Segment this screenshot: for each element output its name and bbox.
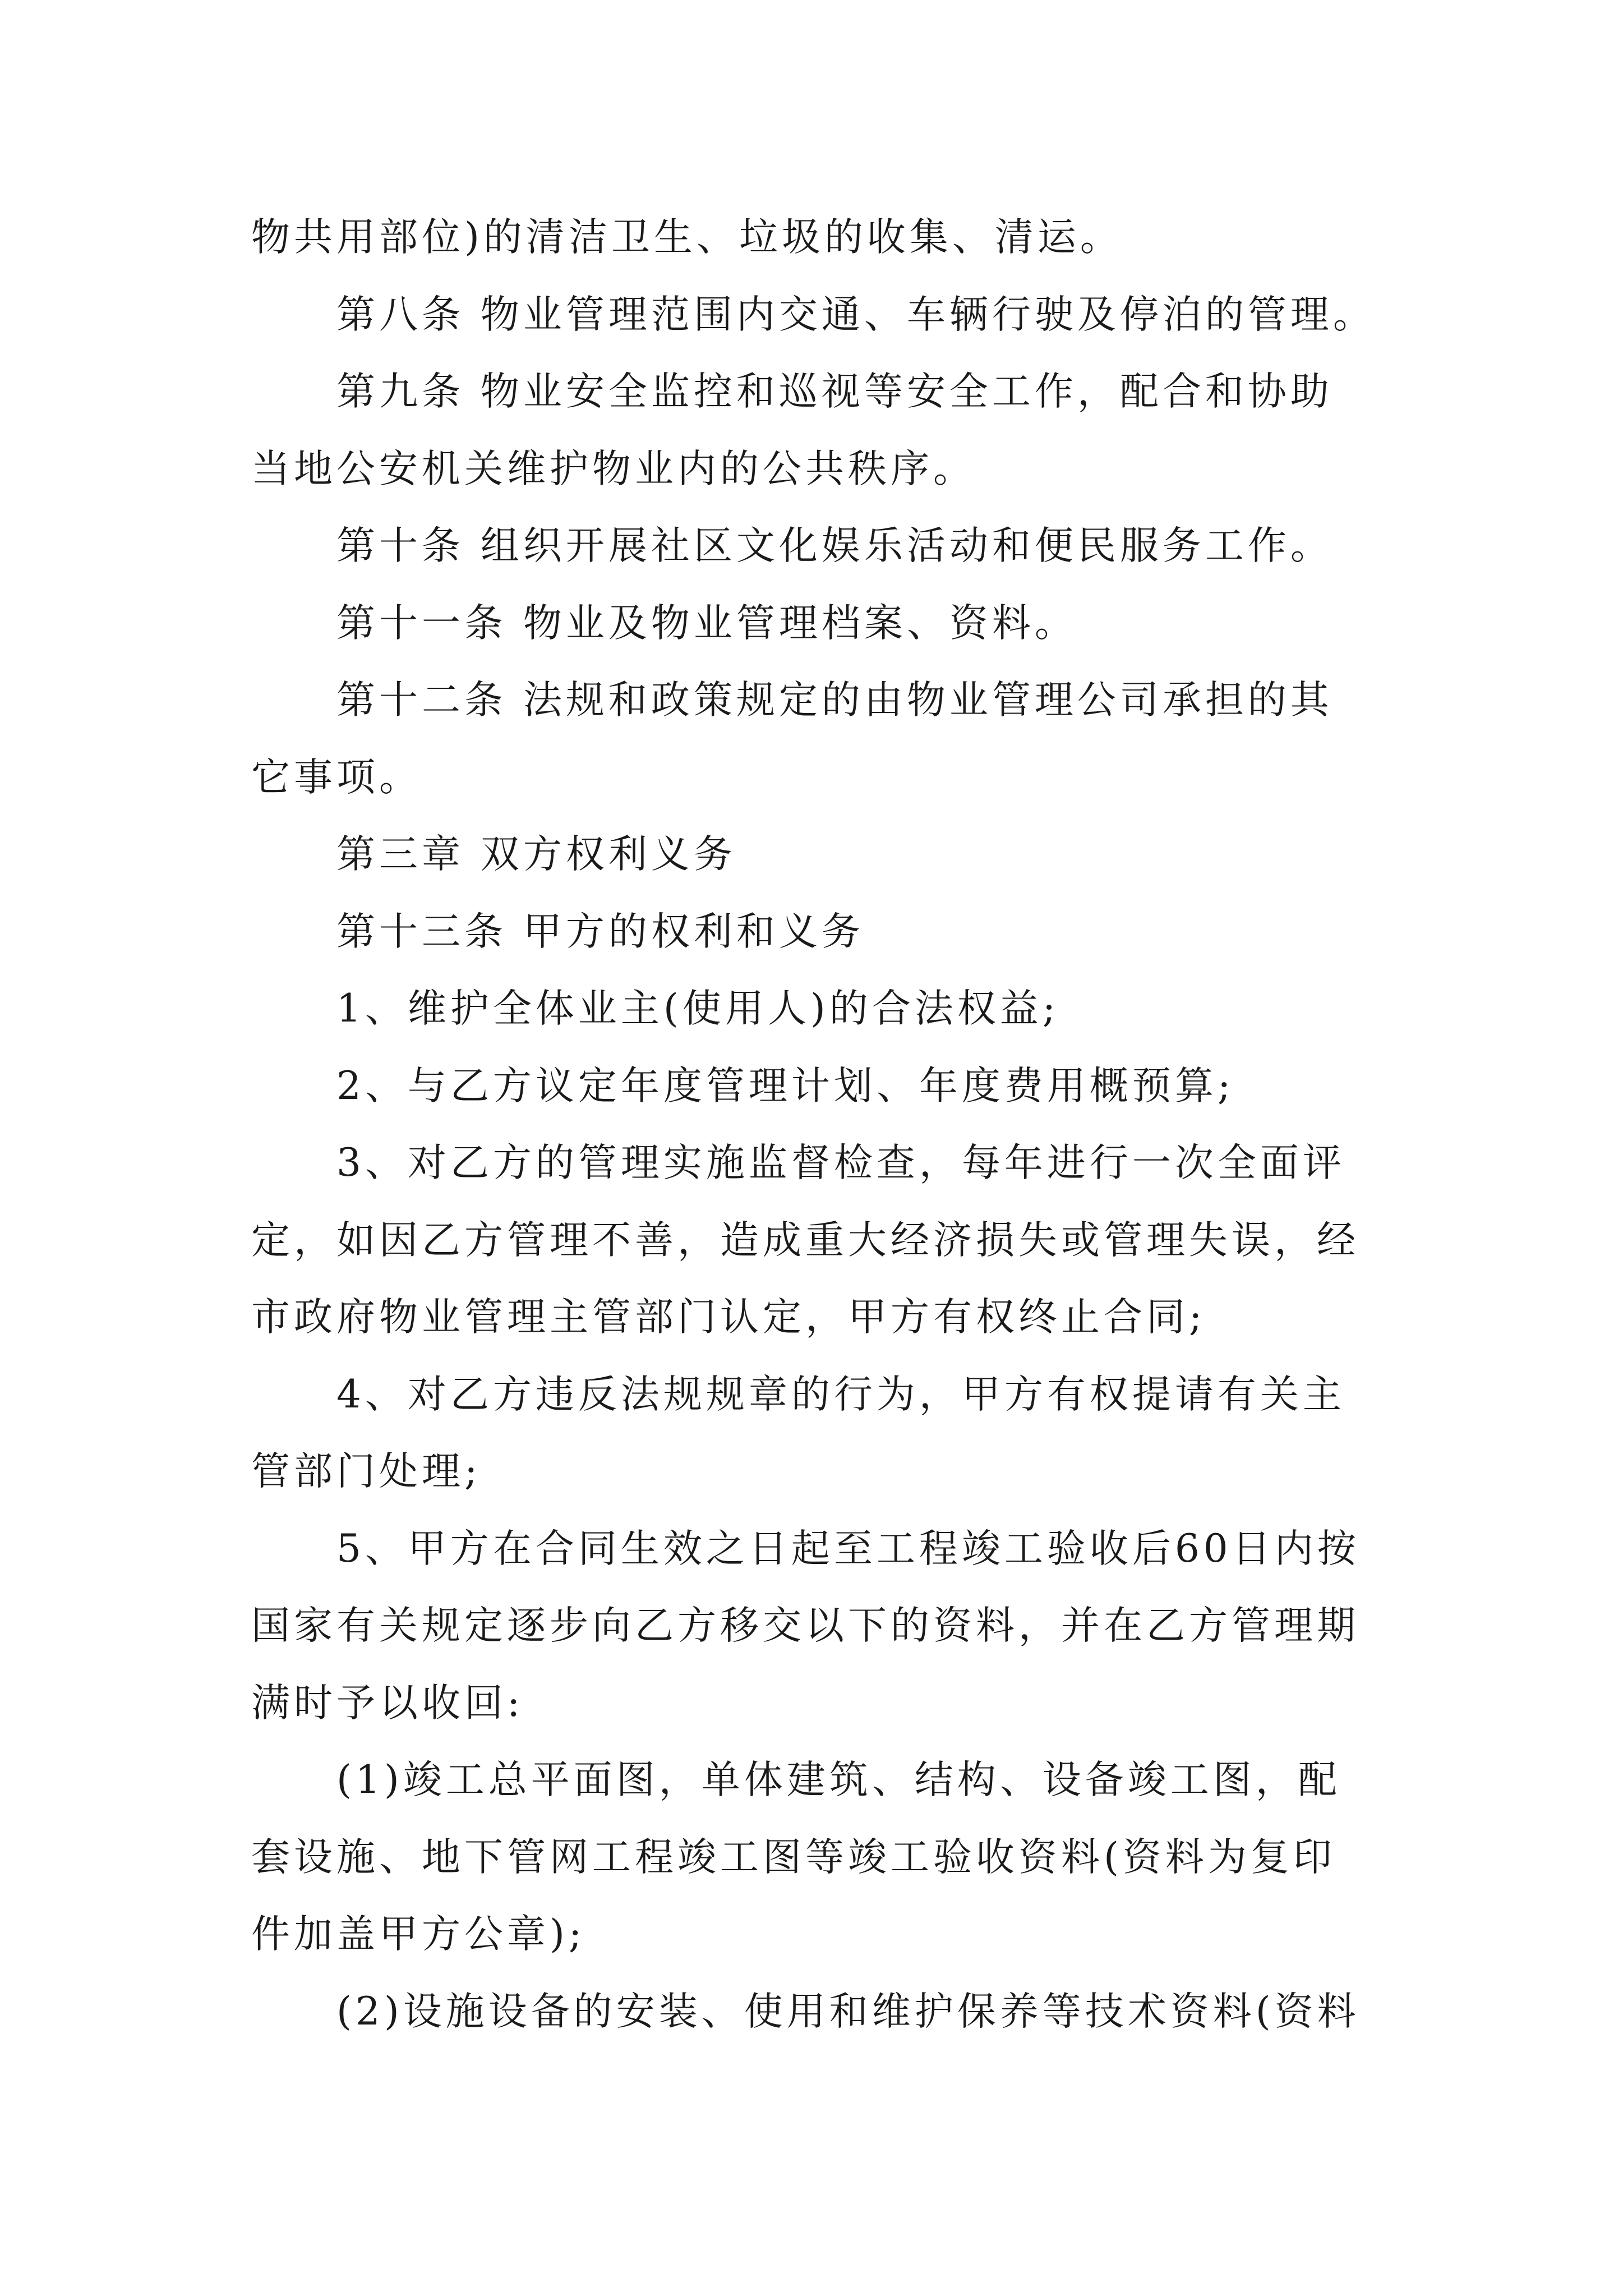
subitem-2 [251, 1973, 1435, 2051]
text-line: 第十三条 甲方的权利和义务 [336, 909, 864, 954]
article-9 [251, 353, 1435, 508]
item-5 [251, 1511, 1435, 1742]
text-line: 第十条 组织开展社区文化娱乐活动和便民服务工作。 [336, 523, 1333, 568]
text-line: 件加盖甲方公章); [251, 1912, 586, 1957]
text-line: (1)竣工总平面图，单体建筑、结构、设备竣工图，配 [336, 1757, 1341, 1802]
text-line: 定，如因乙方管理不善，造成重大经济损失或管理失误，经 [251, 1217, 1359, 1263]
text-line: 第三章 双方权利义务 [336, 832, 736, 877]
text-line: (2)设施设备的安装、使用和维护保养等技术资料(资料 [336, 1989, 1360, 2034]
article-11 [251, 585, 1435, 662]
text-line: 当地公安机关维护物业内的公共秩序。 [251, 446, 976, 491]
text-line: 套设施、地下管网工程竣工图等竣工验收资料(资料为复印 [251, 1834, 1336, 1880]
item-4 [251, 1356, 1435, 1511]
subitem-1 [251, 1742, 1435, 1973]
document-body [251, 199, 1435, 2050]
text-line: 4、对乙方违反法规规章的行为，甲方有权提请有关主 [336, 1372, 1345, 1417]
text-line: 它事项。 [251, 754, 422, 800]
paragraph-continuation [251, 199, 1435, 277]
text-line: 3、对乙方的管理实施监督检查，每年进行一次全面评 [336, 1140, 1345, 1185]
item-1 [251, 970, 1435, 1048]
item-2 [251, 1048, 1435, 1125]
item-3 [251, 1125, 1435, 1356]
text-line: 第八条 物业管理范围内交通、车辆行驶及停泊的管理。 [336, 292, 1376, 337]
text-line: 第十二条 法规和政策规定的由物业管理公司承担的其 [336, 678, 1333, 723]
text-line: 市政府物业管理主管部门认定，甲方有权终止合同; [251, 1295, 1206, 1340]
text-line: 国家有关规定逐步向乙方移交以下的资料，并在乙方管理期 [251, 1603, 1359, 1648]
article-10 [251, 508, 1435, 585]
article-12 [251, 662, 1435, 816]
article-8 [251, 277, 1435, 354]
text-line: 满时予以收回: [251, 1680, 524, 1726]
text-line: 物共用部位)的清洁卫生、垃圾的收集、清运。 [251, 215, 1123, 260]
text-line: 1、维护全体业主(使用人)的合法权益; [336, 986, 1059, 1031]
text-line: 第十一条 物业及物业管理档案、资料。 [336, 600, 1077, 646]
chapter-3-heading [251, 816, 1435, 894]
text-line: 第九条 物业安全监控和巡视等安全工作，配合和协助 [336, 369, 1333, 414]
text-line: 管部门处理; [251, 1449, 482, 1494]
article-13 [251, 894, 1435, 971]
text-line: 5、甲方在合同生效之日起至工程竣工验收后60日内按 [336, 1526, 1360, 1571]
text-line: 2、与乙方议定年度管理计划、年度费用概预算; [336, 1063, 1235, 1108]
